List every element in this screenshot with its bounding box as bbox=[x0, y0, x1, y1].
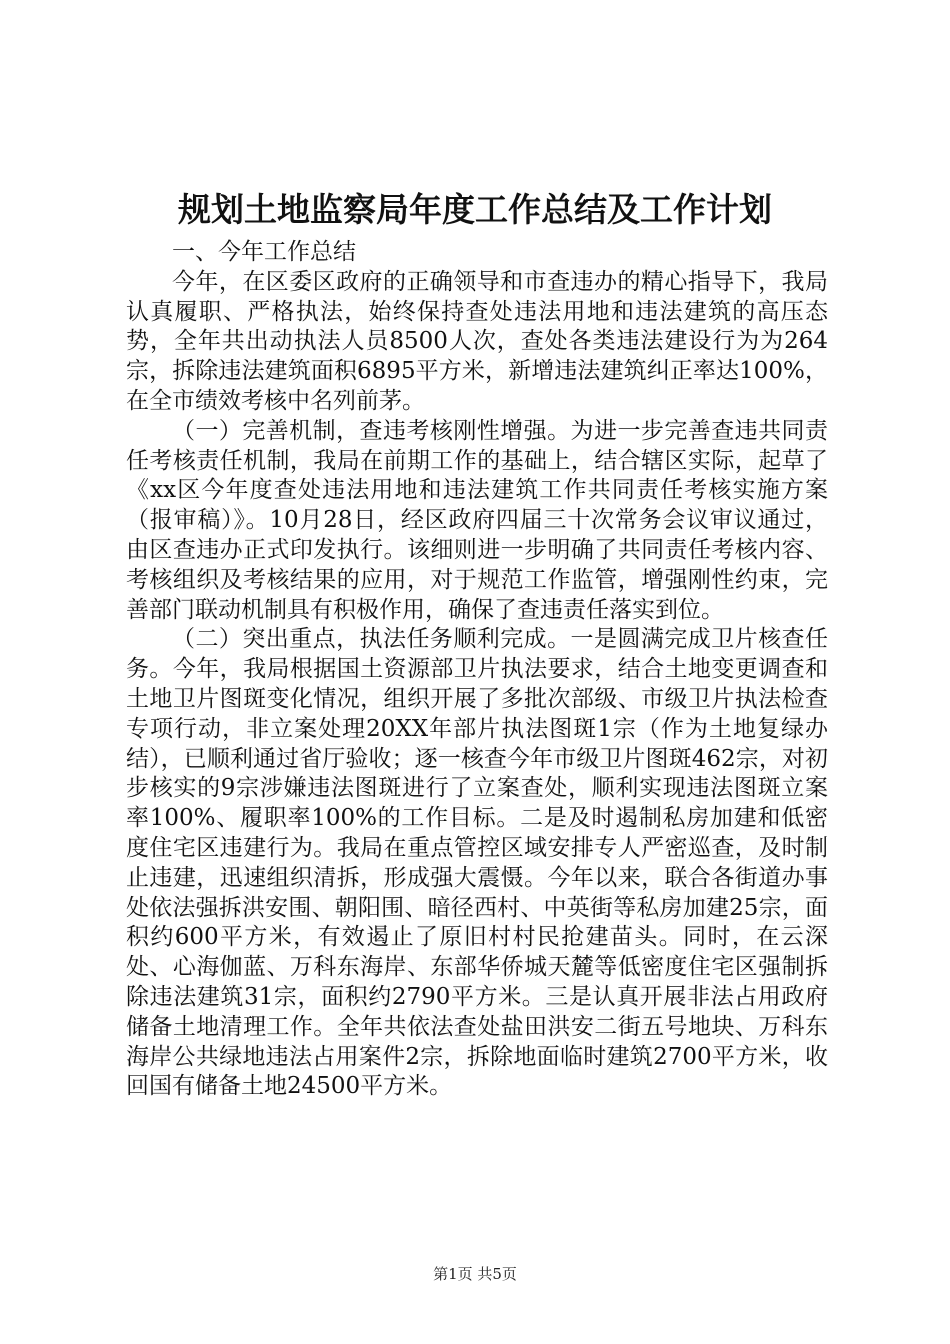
document-title: 规划土地监察局年度工作总结及工作计划 bbox=[178, 190, 772, 229]
paragraph-enforcement: （二）突出重点，执法任务顺利完成。一是圆满完成卫片核查任务。今年，我局根据国土资源部卫片执法要求，结合土地变更调查和土地卫片图斑变化情况，组织开展了多批次部级、市级卫片执法检查专项行动，非立案处理20XX年部片执法图斑1宗（作为土地复绿办结），已顺利通过省厅验收；逐一核查今年市级卫片图斑462宗，对初步核实的9宗涉嫌违法图斑进行了立案查处，顺利实现违法图斑立案率100%、履职率100%的工作目标。二是及时遏制私房加建和低密度住宅区违建行为。我局在重点管控区域安排专人严密巡查，及时制止违建，迅速组织清拆，形成强大震慑。今年以来，联合各街道办事处依法强拆洪安围、朝阳围、暗径西村、中英街等私房加建25宗，面积约600平方米，有效遏止了原旧村村民抢建苗头。同时，在云深处、心海伽蓝、万科东海岸、东部华侨城天麓等低密度住宅区强制拆除违法建筑31宗，面积约2790平方米。三是认真开展非法占用政府储备土地清理工作。全年共依法查处盐田洪安二街五号地块、万科东海岸公共绿地违法占用案件2宗，拆除地面临时建筑2700平方米，收回国有储备土地24500平方米。 bbox=[126, 626, 828, 1100]
section-heading: 一、今年工作总结 bbox=[172, 239, 356, 265]
document-body bbox=[126, 238, 828, 1102]
paragraph-mechanism: （一）完善机制，查违考核刚性增强。为进一步完善查违共同责任考核责任机制，我局在前期工作的基础上，结合辖区实际，起草了《xx区今年度查处违法用地和违法建筑工作共同责任考核实施方案（报审稿）》。10月28日，经区政府四届三十次常务会议审议通过，由区查违办正式印发执行。该细则进一步明确了共同责任考核内容、考核组织及考核结果的应用，对于规范工作监管，增强刚性约束，完善部门联动机制具有积极作用，确保了查违责任落实到位。 bbox=[126, 417, 828, 623]
page-indicator: 第1页 共5页 bbox=[433, 1265, 517, 1283]
page-footer bbox=[0, 1264, 950, 1284]
paragraph-summary: 今年，在区委区政府的正确领导和市查违办的精心指导下，我局认真履职、严格执法，始终保持查处违法用地和违法建筑的高压态势，全年共出动执法人员8500人次，查处各类违法建设行为为264宗，拆除违法建筑面积6895平方米，新增违法建筑纠正率达100%，在全市绩效考核中名列前茅。 bbox=[126, 268, 828, 414]
